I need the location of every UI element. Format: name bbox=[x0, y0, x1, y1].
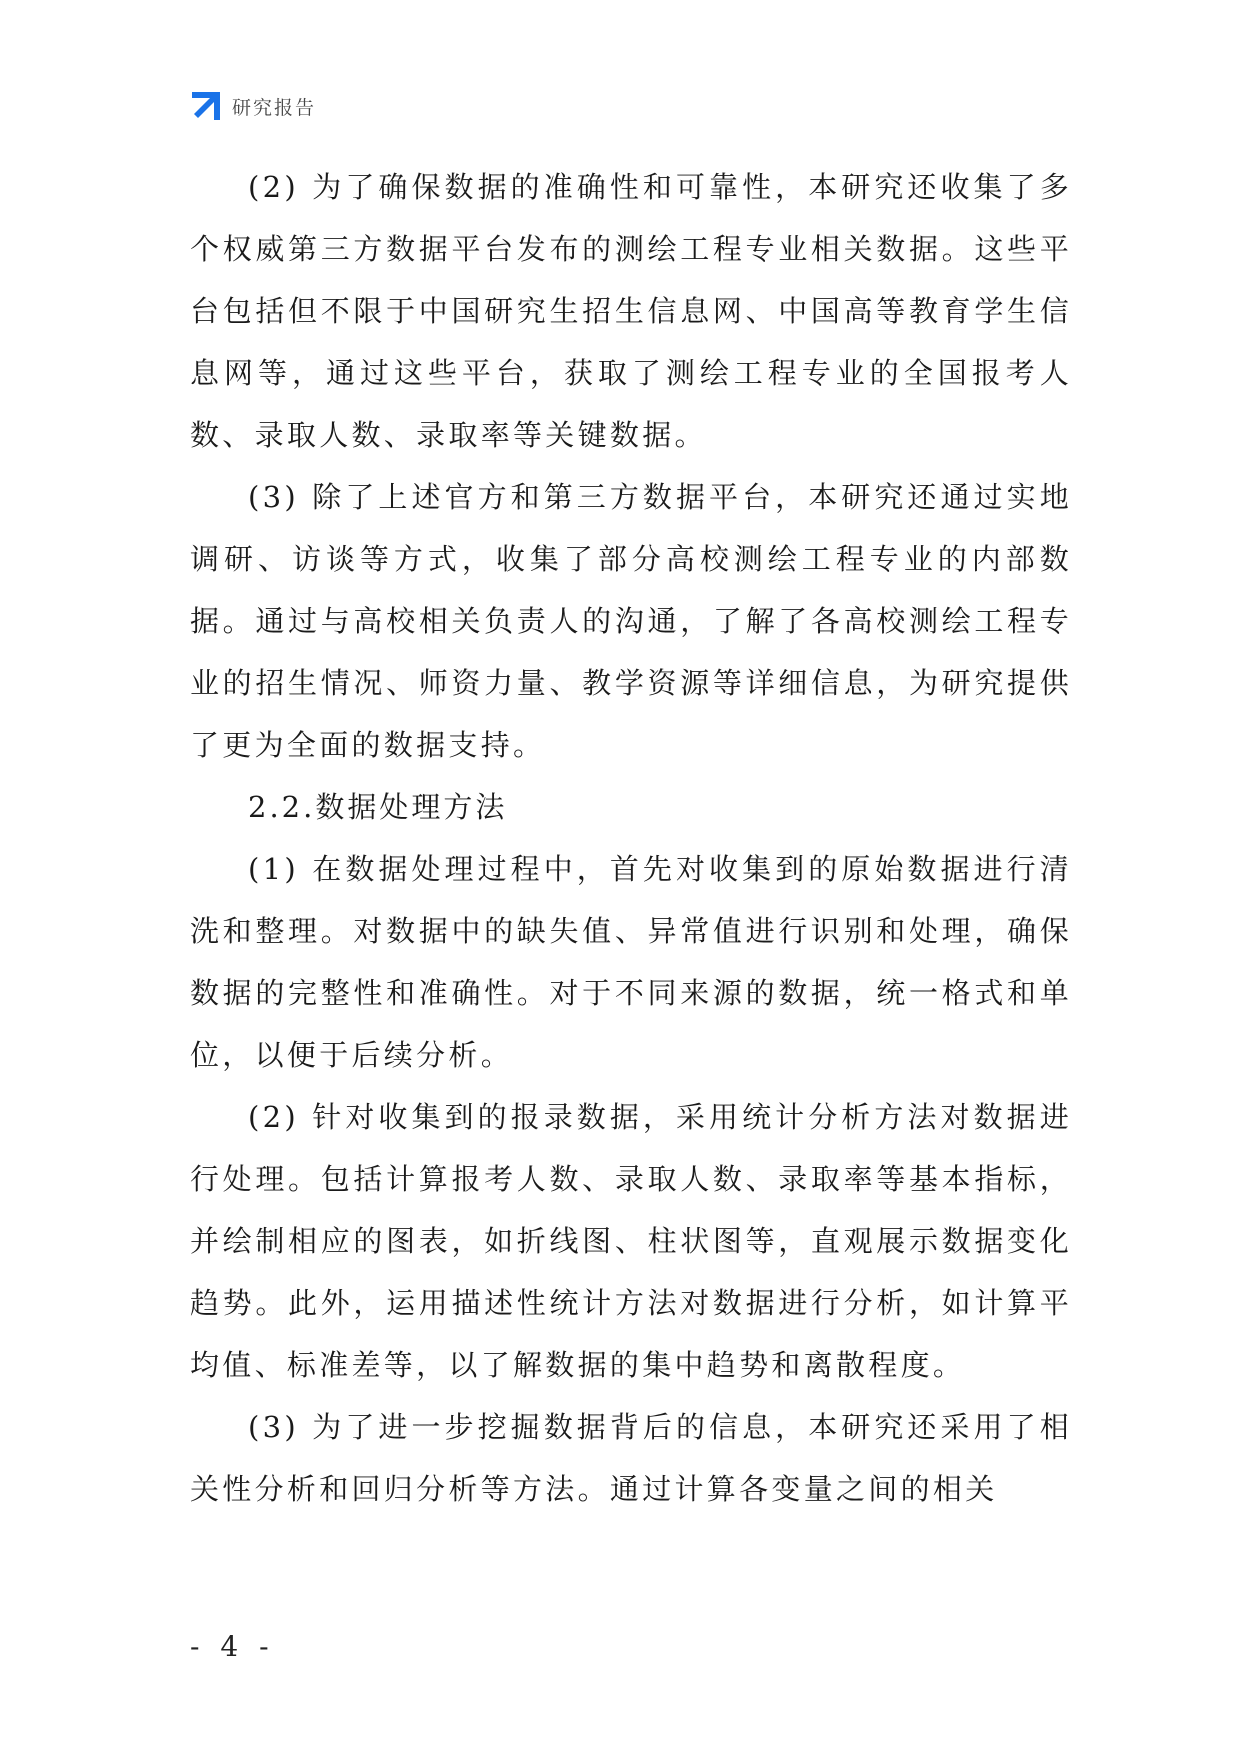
paragraph: (1) 在数据处理过程中，首先对收集到的原始数据进行清洗和整理。对数据中的缺失值、异常值进行识别和处理，确保数据的完整性和准确性。对于不同来源的数据，统一格式和单位，以便于后续分析。 bbox=[190, 852, 1072, 1072]
document-body bbox=[190, 156, 1072, 1520]
arrow-up-right-icon bbox=[190, 90, 222, 122]
paragraph: (3) 除了上述官方和第三方数据平台，本研究还通过实地调研、访谈等方式，收集了部分高校测绘工程专业的内部数据。通过与高校相关负责人的沟通，了解了各高校测绘工程专业的招生情况、师资力量、教学资源等详细信息，为研究提供了更为全面的数据支持。 bbox=[190, 480, 1072, 762]
paragraph: (3) 为了进一步挖掘数据背后的信息，本研究还采用了相关性分析和回归分析等方法。通过计算各变量之间的相关 bbox=[190, 1410, 1072, 1506]
page-number: - 4 - bbox=[190, 1630, 275, 1663]
paragraph: (2) 为了确保数据的准确性和可靠性，本研究还收集了多个权威第三方数据平台发布的测绘工程专业相关数据。这些平台包括但不限于中国研究生招生信息网、中国高等教育学生信息网等，通过这些平台，获取了测绘工程专业的全国报考人数、录取人数、录取率等关键数据。 bbox=[190, 170, 1072, 452]
header-title: 研究报告 bbox=[232, 96, 317, 119]
section-heading: 2.2.数据处理方法 bbox=[248, 790, 508, 824]
paragraph: (2) 针对收集到的报录数据，采用统计分析方法对数据进行处理。包括计算报考人数、录取人数、录取率等基本指标，并绘制相应的图表，如折线图、柱状图等，直观展示数据变化趋势。此外，运用描述性统计方法对数据进行分析，如计算平均值、标准差等，以了解数据的集中趋势和离散程度。 bbox=[190, 1100, 1072, 1382]
page-header bbox=[190, 88, 316, 124]
